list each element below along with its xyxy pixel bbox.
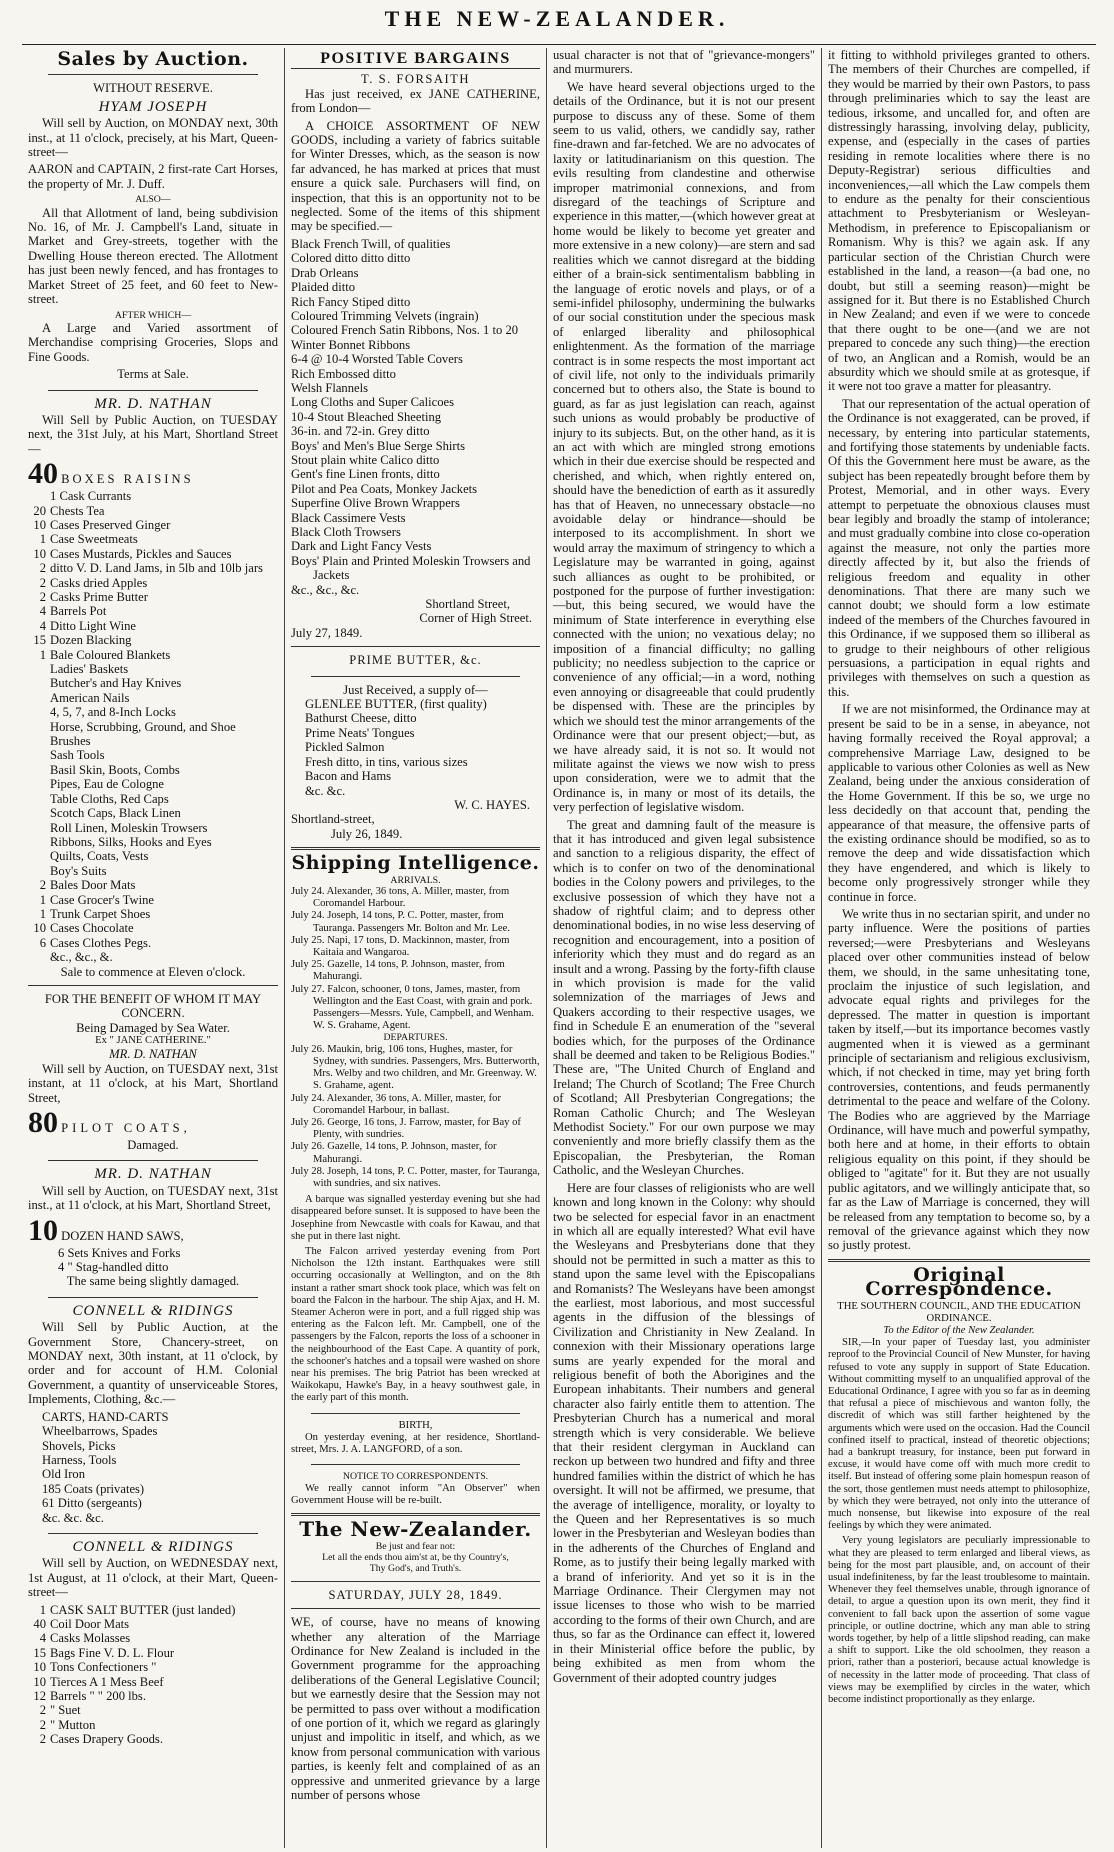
ad-address: Shortland Street,	[425, 597, 510, 612]
lot-row	[28, 1732, 278, 1746]
lot-row	[28, 1660, 278, 1674]
lot-quantity: 1	[39, 892, 46, 907]
lot-row: 61 Ditto (sergeants)	[42, 1496, 142, 1511]
ad-intro: Will Sell by Public Auction, at the Government Store, Chancery-street, on MONDAY next, 30th instant, at 11 o'clock, by order and for account of H.M. Colonial Government, a quantity of unserviceable Stores, Implements, Clothing, &c.—	[28, 1320, 278, 1407]
goods-item: Bathurst Cheese, ditto	[305, 711, 417, 726]
notice-text: We really cannot inform "An Observer" when Government House will be re-built.	[291, 1482, 540, 1506]
lot-list	[28, 1410, 278, 1525]
lot-quantity	[28, 489, 46, 503]
auction-ad-connell-2	[28, 1540, 278, 1747]
lot-item: Coil Door Mats	[50, 1616, 130, 1631]
lot-row: Shovels, Picks	[42, 1438, 116, 1453]
arrival-entry: July 25. Napi, 17 tons, D. Mackinnon, master, from Kaitaia and Wangaroa.	[291, 934, 510, 958]
divider	[291, 1513, 540, 1516]
goods-item: 6-4 @ 10-4 Worsted Table Covers	[291, 352, 463, 367]
lot-quantity: 4	[39, 604, 46, 619]
lot-item: Ladies' Baskets	[50, 662, 129, 677]
auction-ad-nathan-2	[28, 992, 278, 1152]
divider	[291, 847, 540, 850]
motto-line: Let all the ends thou aim'st at, be thy Country's,	[322, 1551, 509, 1563]
lot-row	[28, 835, 278, 849]
lot-row	[28, 648, 278, 662]
lot-quantity: 2	[39, 561, 46, 576]
lot-item: Bags Fine V. D. L. Flour	[50, 1645, 175, 1660]
ad-lot-land: All that Allotment of land, being subdivision No. 16, of Mr. J. Campbell's Land, situate in Market and Grey-streets, together with the Dwelling House thereon erected. The Allotment has just been newly fenced, and has frontages to Market Street of 25 feet, and 60 feet to New-street.	[28, 205, 278, 307]
ad-signature: W. C. HAYES.	[454, 797, 530, 812]
lot-row	[28, 561, 278, 575]
editorial-paragraph: it fitting to withhold privileges granted to others. The members of their Churches are compelled, if they would be married by their own Pastors, to pass through preliminaries which to say the least are tedious, irksome, and uncalled for, and often are distressingly harassing, involving delay, publicity, expense, and (especially in the cases of parties residing in remote localities where there is no Deputy-Registrar) serious difficulties and inconveniences,—all which the Law compels them to endure as the penalty for their conscientious attachment to Presbyterianism or Wesleyan-Methodism, in preference to Episcopalianism or Romanism. Why is this? we again ask. If any particular section of the Christian Church were established in the land, a reason—(a bad one, no doubt, but still a seeming reason)—might be assigned for it. But there is no Established Church in New Zealand; and even if we were to concede that there ought to be one—(and we are not prepared to concede any such thing)—the erection of two, an Anglican and a Romish, would be an absurdity which we should smile at as grotesque, if it were not too grave a matter for pleasantry.	[828, 48, 1090, 394]
arrival-entry: July 27. Falcon, schooner, 0 tons, James, master, from Wellington and the East Coast, with grain and pork. Passengers—Messrs. Yule, Campbell, and Wenham. W. S. Grahame, Agent.	[291, 983, 534, 1032]
ad-intro: Will sell by Auction, on WEDNESDAY next, 1st August, at 11 o'clock, at their Mart, Queen-street—	[28, 1556, 278, 1600]
lot-row	[28, 590, 278, 604]
ad-intro: Will sell by Auction, on TUESDAY next, 31st inst., at 11 o'clock, at his Mart, Shortland Street,	[28, 1183, 278, 1213]
lot-row	[28, 489, 278, 503]
column-2	[284, 48, 546, 1848]
lot-list	[28, 1603, 278, 1747]
lot-row	[28, 1646, 278, 1660]
divider	[48, 1297, 258, 1298]
lot-quantity: 4	[39, 618, 46, 633]
departures-list	[291, 1044, 540, 1190]
goods-item: Black Cassimere Vests	[291, 510, 406, 525]
ad-body: A CHOICE ASSORTMENT OF NEW GOODS, including a variety of fabrics suitable for Winter Dresses, which, as the season is now far advanced, he has marked at prices that must ensure a quick sale. Purchasers will find, on inspection, that this is an opportunity not to be neglected. Some of the items of this shipment may be specified.—	[291, 118, 540, 234]
letter-heading: THE SOUTHERN COUNCIL, AND THE EDUCATION ORDINANCE.	[837, 1300, 1081, 1324]
lot-quantity: 2	[39, 878, 46, 893]
arrivals-heading: ARRIVALS.	[390, 874, 441, 886]
lot-item: CASK SALT BUTTER (just landed)	[50, 1602, 236, 1617]
lot-row: Wheelbarrows, Spades	[42, 1424, 158, 1439]
lot-quantity	[28, 849, 46, 863]
ad-intro: Will sell by Auction, on TUESDAY next, 31st instant, at 11 o'clock, at his Mart, Shortland Street,	[28, 1061, 278, 1105]
divider	[48, 1533, 258, 1534]
lot-quantity: 10	[33, 517, 46, 532]
lot-quantity: 1	[39, 532, 46, 547]
lot-item: Trunk Carpet Shoes	[50, 906, 151, 921]
editorial-title: The New-Zealander.	[299, 1517, 532, 1542]
lot-item: ditto V. D. Land Jams, in 5lb and 10lb jars	[50, 561, 263, 576]
divider	[291, 1608, 540, 1609]
lot-row	[28, 662, 278, 676]
lot-quantity: 12	[33, 1689, 46, 1704]
lot-item: Tons Confectioners "	[50, 1660, 157, 1675]
lot-quantity: 15	[33, 633, 46, 648]
letter-paragraph: SIR,—In your paper of Tuesday last, you administer reproof to the Provincial Council of New Munster, for having refused to vote any supply in support of State Education. Without committing myself to an unqualified approval of the Educational Ordinance, I agree with you so far as in deeming that refusal a piece of mischievous and wanton folly, the discredit of which was still farther heightened by the arguments which were used on the occasion. Had the Council confined itself to practical, instead of theoretic objections; had a bankrupt treasury, for instance, been put forward in excuse, it would have come off with much more credit to itself. But instead of offering some plain homespun reason of the sort, those gentlemen must needs attempt to philosophize, by which they were betrayed, not only into the utterance of much nonsense, but likewise into exposure of the real feelings by which they were animated.	[828, 1337, 1090, 1532]
lot-quantity: 2	[39, 1732, 46, 1747]
auctioneer-name: MR. D. NATHAN	[94, 1166, 212, 1183]
birth-heading: BIRTH,	[398, 1419, 433, 1431]
lot-list	[28, 489, 278, 964]
goods-item: Stout plain white Calico ditto	[291, 452, 440, 467]
letter-salutation-line: To the Editor of the New Zealander.	[883, 1324, 1035, 1336]
shipping-title: Shipping Intelligence.	[291, 852, 540, 875]
merchant-name: T. S. FORSAITH	[361, 72, 470, 87]
lot-item: Scotch Caps, Black Linen	[50, 806, 181, 821]
ad-address: Shortland-street,	[291, 812, 375, 827]
divider	[828, 1259, 1090, 1262]
lot-quantity: 2	[39, 575, 46, 590]
editorial-paragraph: If we are not misinformed, the Ordinance may at present be said to be in a sense, in abeyance, not having formally received the Royal approval; a comprehensive Marriage Law, designed to be applicable to various other Colonies as well as New Zealand, being under the anxious consideration of the Home Government. If this be so, we urge no less decidedly on that account that, pending the appearance of that measure, the offensive parts of the existing ordinance should be modified, so as to remove the deep and wide dissatisfaction which they have engendered, and which is likely to become only progressively stronger while they continue in force.	[828, 702, 1090, 904]
lot-row: &c. &c. &c.	[42, 1510, 104, 1525]
ad-intro: Will Sell by Public Auction, on TUESDAY next, the 31st July, at his Mart, Shortland Street—	[28, 412, 278, 456]
lot-row	[28, 547, 278, 561]
lot-item: Quilts, Coats, Vests	[50, 849, 149, 864]
lot-row	[28, 1703, 278, 1717]
goods-item: Colored ditto ditto ditto	[291, 251, 411, 266]
lot-row	[28, 921, 278, 935]
lot-item: Ditto Light Wine	[50, 618, 137, 633]
lot-item: Ribbons, Silks, Hooks and Eyes	[50, 834, 212, 849]
ad-lot-horses: AARON and CAPTAIN, 2 first-rate Cart Horses, the property of Mr. J. Duff.	[28, 162, 278, 191]
lot-row	[28, 821, 278, 835]
ad-intro: Will sell by Auction, on MONDAY next, 30th inst., at 11 o'clock, precisely, at his Mart, Queen-street—	[28, 116, 278, 160]
goods-item: Rich Fancy Stiped ditto	[291, 294, 411, 309]
divider	[48, 390, 258, 391]
editorial-continued	[553, 48, 815, 1685]
lot-item: Dozen Blacking	[50, 633, 132, 648]
lot-row	[28, 633, 278, 647]
divider	[311, 676, 520, 677]
goods-item: Pilot and Pea Coats, Monkey Jackets	[291, 481, 478, 496]
lot-quantity	[28, 835, 46, 849]
lot-quantity	[28, 777, 46, 791]
lot-row: Old Iron	[42, 1467, 86, 1482]
editorial-date: SATURDAY, JULY 28, 1849.	[328, 1587, 503, 1602]
arrival-entry: July 24. Joseph, 14 tons, P. C. Potter, master, from Tauranga. Passengers Mr. Bolton and Mr. Lee.	[291, 910, 510, 934]
lot-row	[28, 792, 278, 806]
lot-row	[28, 936, 278, 950]
lot-item: Barrels Pot	[50, 604, 107, 619]
lot-quantity	[28, 792, 46, 806]
ad-after-which: AFTER WHICH—	[114, 309, 192, 321]
lot-row: 185 Coats (privates)	[42, 1481, 145, 1496]
goods-item: Coloured Trimming Velvets (ingrain)	[291, 308, 479, 323]
ad-lead-lot	[28, 459, 278, 489]
lot-quantity: 2	[39, 1717, 46, 1732]
ad-lead-lot	[28, 1108, 278, 1138]
lot-row	[28, 763, 278, 777]
shipping-note: A barque was signalled yesterday evening but she had disappeared before sunset. It is supposed to have been the Josephine from Newcastle with coals for Kawau, and that she put in there last night.	[291, 1194, 540, 1242]
lot-item: Boy's Suits	[50, 863, 107, 878]
lot-item: Casks Prime Butter	[50, 590, 148, 604]
lot-item: Cases Drapery Goods.	[50, 1732, 163, 1747]
lot-item: " Suet	[50, 1703, 81, 1718]
goods-item: 10-4 Stout Bleached Sheeting	[291, 409, 442, 424]
goods-item: Plaided ditto	[291, 280, 356, 295]
ad-address: Corner of High Street.	[419, 611, 532, 626]
lot-row	[28, 777, 278, 791]
lot-item: Casks Molasses	[50, 1631, 131, 1646]
editorial-paragraph: That our representation of the actual operation of the Ordinance is not exaggerated, can be proved, if necessary, by entering into particular statements, and fortifying those statements by undeniable facts. Of this the Government here must be aware, as the subject has been repeatedly brought before them by Protest, Memorial, and in other ways. Every attempt to perpetuate the obnoxious clauses must bear legibly and broadly the stamp of intolerance; and must gradually combine into close co-operation against the measure, not only the parties more directly affected by it, but also the friends of religious freedom and equality in other denominations. That there are many such we cannot doubt; we should form a low estimate indeed of the members of the Churches favoured in this Ordinance, if we supposed them so illiberal as to grudge to their neighbours of other religious persuasions, a participation in equal rights and privileges with themselves on such a question as this.	[828, 396, 1090, 699]
lot-row: CARTS, HAND-CARTS	[42, 1409, 169, 1424]
lot-item: Tierces A 1 Mess Beef	[50, 1674, 164, 1689]
lot-row	[28, 1631, 278, 1645]
lot-row	[28, 864, 278, 878]
lot-quantity	[28, 950, 46, 964]
lot-item: Sash Tools	[50, 748, 105, 763]
ad-also: ALSO—	[135, 194, 171, 206]
lot-item: " Mutton	[50, 1717, 96, 1732]
goods-item: Superfine Olive Brown Wrappers	[291, 496, 460, 511]
goods-item: Boys' and Men's Blue Serge Shirts	[291, 438, 465, 453]
column-3	[546, 48, 821, 1848]
lot-item: Table Cloths, Red Caps	[50, 791, 169, 806]
notice-heading: NOTICE TO CORRESPONDENTS.	[342, 1471, 489, 1483]
ad-lead: WITHOUT RESERVE.	[93, 81, 213, 96]
lot-item: Case Grocer's Twine	[50, 892, 154, 907]
lot-quantity: 10	[33, 546, 46, 561]
ad-close: Sale to commence at Eleven o'clock.	[60, 964, 246, 979]
lot-line: 6 Sets Knives and Forks	[58, 1245, 181, 1260]
lot-row	[28, 907, 278, 921]
goods-item: Dark and Light Fancy Vests	[291, 539, 432, 554]
goods-item: 36-in. and 72-in. Grey ditto	[291, 424, 430, 439]
editorial-paragraph: usual character is not that of "grievance-mongers" and murmurers.	[553, 48, 815, 77]
editorial-paragraph: The great and damning fault of the measure is that it has introduced and given legal subsistence and sanction to a religious disparity, the effect of which is to confer on two of the denominational bodies in the Colony powers and privileges, to the exclusive possession of which they have not a shadow of rightful claim; and to depress other denominational bodies, in no wise less deserving of recognition and encouragement, into a position of inferiority which they must and do regard as an insult and a wrong. Passing by the forty-fifth clause in which provision is made for the valid solemnization of the marriages of Jews and Quakers according to their respective usages, we find in Schedule E an enumeration of the "several bodies which, for the purposes of the Ordinance shall be deemed and taken to be Religious Bodies." These are, "The United Church of England and Ireland; The Church of Scotland; The Free Church of Scotland; All Presbyterian Congregations; the Roman Catholic Church; and The Wesleyan Methodist Society." For our own purpose we may conveniently and more briefly classify them as the Episcopalian, the Presbyterian, the Roman Catholic, and the Wesleyan Churches.	[553, 817, 815, 1178]
lot-row	[28, 532, 278, 546]
lot-quantity: 1	[39, 647, 46, 662]
lot-item: Pipes, Eau de Cologne	[50, 777, 165, 792]
divider	[311, 1464, 520, 1465]
top-rule	[22, 44, 1096, 45]
lot-quantity: 10	[33, 1674, 46, 1689]
lot-row	[28, 748, 278, 762]
lot-item: Bales Door Mats	[50, 878, 136, 893]
goods-item: GLENLEE BUTTER, (first quality)	[305, 697, 487, 712]
auctioneer-name: MR. D. NATHAN	[94, 395, 212, 412]
goods-item: Gent's fine Linen fronts, ditto	[291, 467, 440, 482]
goods-item: Fresh ditto, in tins, various sizes	[305, 754, 468, 769]
lot-item: 1 Cask Currants	[50, 489, 132, 504]
divider	[28, 985, 278, 986]
auction-ad-connell-1	[28, 1304, 278, 1525]
lot-row	[28, 1617, 278, 1631]
goods-list	[291, 237, 540, 597]
editorial-paragraph: WE, of course, have no means of knowing whether any alteration of the Marriage Ordinance for New Zealand is included in the Government programme for the approaching deliberations of the General Legislative Council; but we earnestly desire that the Session may not be permitted to pass over without a modification of one portion of it, which we regard as glaringly unjust and impolitic in itself, and which, as we know from personal communication with various parties, is keenly felt and complained of as an oppressive and unmerited grievance by a large number of persons whose	[291, 1615, 540, 1802]
auction-ad-nathan-3	[28, 1167, 278, 1288]
lead-quantity: 10	[28, 1213, 58, 1247]
lot-row	[28, 604, 278, 618]
shipping-note: The Falcon arrived yesterday evening from Port Nicholson the 12th instant. Earthquakes were still occurring occasionally at Wellington, and on the 8th instant a rather smart shock took place, which was felt on board the Falcon in the harbour. The ship Ajax, and H. M. Steamer Acheron were in port, and a full rigged ship was entering as the Falcon left. Mr. Campbell, one of the passengers by the Falcon, reports the loss of a schooner in the neighbourhood of the East Cape. A quantity of pork, the schooner's hatches and a topsail were washed on shore near his premises. The brig Patriot has been wrecked at Waikokapu, Hawke's Bay, in a heavy southwest gale, in the early part of this month.	[291, 1246, 540, 1404]
lot-quantity	[28, 691, 46, 705]
ad-close: The same being slightly damaged.	[66, 1274, 240, 1289]
lot-quantity	[28, 806, 46, 820]
goods-item: Boys' Plain and Printed Moleskin Trowsers and Jackets	[291, 553, 531, 583]
lot-quantity	[28, 705, 46, 719]
arrival-entry: July 25. Gazelle, 14 tons, P. Johnson, master, from Mahurangi.	[291, 959, 505, 983]
lot-quantity: 20	[33, 503, 46, 518]
lot-item: Barrels " " 200 lbs.	[50, 1689, 146, 1704]
auctioneer-name: CONNELL & RIDINGS	[72, 1302, 234, 1319]
goods-item: Welsh Flannels	[291, 380, 368, 395]
arrival-entry: July 24. Alexander, 36 tons, A. Miller, master, from Coromandel Harbour.	[291, 885, 510, 910]
goods-item: Prime Neats' Tongues	[305, 725, 415, 740]
ad-note: Damaged.	[127, 1138, 179, 1153]
goods-item: Rich Embossed ditto	[291, 366, 396, 381]
column-4	[821, 48, 1096, 1848]
letter-paragraph: Very young legislators are peculiarly impressionable to what they are pleased to term enlarged and liberal views, as being for the most part plausible, and, on account of their usual indefiniteness, by far the least troublesome to maintain. Whenever they feel themselves unable, through ignorance of detail, to argue a question upon its own merit, they find it convenient to fall back upon the assertion of some vague principle, or outline doctrine, which any man able to string words together, by help of a little slipshod reading, can make a shift to support. Like the old schoolmen, they reason a priori, rather than a posteriori, because actual knowledge is of necessity in the latter mode of proceeding. That class of views may be exemplified by circles in the water, which become indistinct proportionally as they enlarge.	[828, 1535, 1090, 1706]
editorial-paragraph: We write thus in no sectarian spirit, and under no party influence. Were the positions of parties reversed;—were Presbyterians and Wesleyans placed over other communities instead of below them, we should, in the same unhesitating tone, proclaim the injustice of such legislation, and advocate equal rights and privileges for the depressed. The matter in question is important taken by itself,—but its importance becomes vastly augmented when it is viewed as a germinant principle of sectarianism and religious exclusivism, which, if not checked in time, may yet bring forth controversies, contentions, and feuds permanently detrimental to the peace and welfare of the Colony. The Bodies who are aggrieved by the Marriage Ordinance, will have much and powerful sympathy, both here and at home, in their efforts to obtain religious equality on this point, if they should be obliged to "agitate" for it. But they are not usually public agitators, and we willingly anticipate that, so far as the Law of Marriage is concerned, they will be released from any temptation to become so, by a removal of the grievance against which they now so justly protest.	[828, 906, 1090, 1253]
lead-item: BOXES RAISINS	[61, 472, 194, 487]
departures-heading: DEPARTURES.	[383, 1032, 448, 1044]
auctioneer-name: MR. D. NATHAN	[109, 1047, 197, 1062]
auction-ad-nathan-1	[28, 397, 278, 979]
lot-row	[28, 1675, 278, 1689]
lot-quantity: 10	[33, 1660, 46, 1675]
goods-item: Bacon and Hams	[305, 769, 392, 784]
lot-item: American Nails	[50, 690, 130, 705]
ad-title: POSITIVE BARGAINS	[291, 52, 540, 69]
correspondence-title: Original Correspondence.	[865, 1263, 1053, 1301]
divider	[311, 1413, 520, 1414]
lot-row	[28, 1603, 278, 1617]
lot-quantity: 2	[39, 1703, 46, 1718]
lot-quantity: 6	[39, 935, 46, 950]
lot-row	[28, 950, 278, 964]
lot-item: Butcher's and Hay Knives	[50, 676, 182, 691]
lot-row	[28, 576, 278, 590]
ad-intro: Has just received, ex JANE CATHERINE, from London—	[291, 86, 540, 116]
lot-item: &c., &c., &.	[50, 950, 113, 965]
editorial-paragraph: Here are four classes of religionists who are well known and long known in the Colony: why should two be selected for especial favor in an enactment in which all are equally interested? What evil have the Wesleyans and Presbyterians done that they should not be permitted in such a matter as this to stand upon the same level with the Episcopalians and Romanists? The Wesleyans have been amongst the earliest, most laborious, and most successful agents in the diffusion of the blessings of Civilization and Christianity in New Zealand. In connexion with their Missionary operations large sums are yearly expended for the moral and religious benefit of both the Aborigines and the European inhabitants. Their numbers and general character also fairly entitle them to attention. The Presbyterian Church has a numerical and moral strength which is very considerable. We believe that their resident clergyman in Auckland can reckon up between two hundred and fifty and three hundred families within the district of which he has oversight. It will not be affirmed, we presume, that the average of intelligence, morality, or loyalty to the Queen and her Representatives is so much lower in the Presbyterian and Wesleyan bodies than in the adherents of the Churches of England and Rome, as to justify their being legally marked with a brand of inferiority. And yet so it is in the Marriage Ordinance. Their Clergymen may not issue licenses to those who wish to be married according to the forms of their own Church, and are thus, so far as the Ordinance can effect it, lowered in their Ministerial office before the public, by being exhibited as men from whom the Government of their adopted country judges	[553, 1180, 815, 1685]
ad-title: FOR THE BENEFIT OF WHOM IT MAY CONCERN.	[44, 991, 262, 1021]
lead-item: DOZEN HAND SAWS,	[61, 1228, 184, 1243]
goods-item: Coloured French Satin Ribbons, Nos. 1 to 20	[291, 323, 519, 338]
departure-entry: July 28. Joseph, 14 tons, P. C. Potter, master, for Tauranga, with sundries, and six natives.	[291, 1165, 540, 1190]
arrivals-list	[291, 886, 540, 1032]
lot-item: Cases Chocolate	[50, 921, 134, 936]
ad-ship: Ex " JANE CATHERINE."	[95, 1035, 211, 1047]
motto-line: Thy God's, and Truth's.	[369, 1563, 462, 1575]
departure-entry: July 26. Gazelle, 14 tons, P. Johnson, master, for Mahurangi.	[291, 1141, 497, 1165]
lot-quantity: 1	[39, 1602, 46, 1617]
departure-entry: July 24. Alexander, 36 tons, A. Miller, master, for Coromandel Harbour, in ballast.	[291, 1092, 501, 1116]
lot-item: Casks dried Apples	[50, 575, 148, 590]
lot-item: Bale Coloured Blankets	[50, 647, 171, 662]
goods-item: &c. &c.	[305, 783, 346, 798]
auction-ad-hyam-joseph	[28, 81, 278, 381]
goods-item: Drab Orleans	[291, 265, 359, 280]
lot-item: Case Sweetmeats	[50, 532, 138, 547]
lead-item: PILOT COATS,	[61, 1121, 191, 1136]
divider	[291, 646, 540, 647]
lot-quantity	[28, 662, 46, 676]
lot-row	[28, 676, 278, 690]
lot-quantity: 4	[39, 1631, 46, 1646]
lot-quantity	[28, 821, 46, 835]
auctioneer-name: HYAM JOSEPH	[98, 98, 208, 115]
lot-row	[28, 504, 278, 518]
goods-item: Winter Bonnet Ribbons	[291, 337, 411, 352]
ad-date: July 26, 1849.	[331, 826, 403, 841]
lot-quantity: 10	[33, 921, 46, 936]
lot-quantity	[28, 748, 46, 762]
ad-title: PRIME BUTTER, &c.	[349, 653, 482, 668]
lot-row	[28, 518, 278, 532]
ad-subtitle: Being Damaged by Sea Water.	[76, 1020, 230, 1035]
goods-item: &c., &c., &c.	[291, 582, 360, 597]
editorial-paragraph: We have heard several objections urged to the details of the Ordinance, but it is not our present purpose to discuss any of these. Some of them seem to us valid, others, we candidly say, rather fine-drawn and far-fetched. We are no advocates of laxity or latitudinarianism on this question. The evils resulting from clandestine and otherwise improper matrimonial connexions, and from disregard of the teachings of Scripture and experience in this matter,—(which however great at home would be likely to become yet greater and more extensive in a new colony)—are stern and sad realities which we cannot disregard at the bidding either of a brain-sick sentimentalism babbling in the language of erotic novels and plays, or of a semi-infidel philosophy, undermining the bulwarks of our social constitution under the specious mask of enlarged liberality and philosophical enlightenment. As the formation of the marriage contract is in some respects the most important act of civil life, not only to the individuals primarily concerned but to others also, the State is bound to guard, as far as just legislation can reach, against such unions as would probably be productive of injury to its subjects. But, on the other hand, as it is an act with which are mingled strong emotions which in their due exercise should be respected and cherished, and which, when rightly entered on, should have the benediction of earth as it assuredly has that of Heaven, no unnecessary obstacle—no avoidable delay or hindrance—should be interposed to its accomplishment. In short we would array the maximum of stringency to which a Legislature may be warranted in going, against such alliances as ought to be prohibited, or postponed for the purpose of further investigation:—but, this being secured, we would have the minimum of State interference in everything else connected with the union; no vexatious delay; no imposition of a financial difficulty; no galling publicity; no needless subjection to the caprice or convenience of any official;—in a word, nothing even annoying or disagreeable that could prudently be dispensed with. These are the principles by which we should test the minor arrangements of the Ordinance were that our present object;—but, as we have already said, it is not so. It would not militate against the views we now wish to press upon consideration, were we to admit that the Ordinance is, in many or most of its details, the very perfection of legislative wisdom.	[553, 79, 815, 815]
lot-item: Cases Mustards, Pickles and Sauces	[50, 546, 232, 561]
lot-row	[28, 705, 278, 719]
ad-date: July 27, 1849.	[291, 625, 363, 640]
lot-row	[28, 619, 278, 633]
ad-intro: Just Received, a supply of—	[343, 682, 488, 697]
lot-row	[28, 1718, 278, 1732]
birth-notice: On yesterday evening, at her residence, Shortland-street, Mrs. J. A. LANGFORD, of a son.	[291, 1431, 540, 1456]
lead-quantity: 40	[28, 457, 58, 491]
lead-quantity: 80	[28, 1106, 58, 1140]
lot-row	[28, 1689, 278, 1703]
auction-section-title: Sales by Auction.	[57, 48, 249, 70]
lot-row	[28, 691, 278, 705]
lot-item: Basil Skin, Boots, Combs	[50, 762, 180, 777]
lot-quantity	[28, 864, 46, 878]
lot-item: Roll Linen, Moleskin Trowsers	[50, 820, 208, 835]
lot-quantity: 1	[39, 906, 46, 921]
lot-quantity	[28, 676, 46, 690]
lot-row	[28, 720, 278, 749]
lot-row	[28, 878, 278, 892]
motto-line: Be just and fear not:	[375, 1540, 456, 1552]
lot-row	[28, 893, 278, 907]
lot-item: 4, 5, 7, and 8-Inch Locks	[50, 705, 176, 720]
lot-row	[28, 849, 278, 863]
goods-item: Black Cloth Trowsers	[291, 525, 401, 539]
lot-row	[28, 806, 278, 820]
lot-item: Cases Preserved Ginger	[50, 517, 171, 532]
ad-lot-merchandise: A Large and Varied assortment of Merchandise comprising Groceries, Slops and Fine Goods.	[28, 320, 278, 364]
lot-quantity	[28, 763, 46, 777]
auctioneer-name: CONNELL & RIDINGS	[72, 1538, 234, 1555]
divider	[48, 74, 258, 75]
divider	[291, 1581, 540, 1582]
ad-lead-lot	[28, 1213, 278, 1247]
lot-item: Horse, Scrubbing, Ground, and Shoe Brushes	[50, 719, 236, 749]
lot-quantity	[28, 720, 46, 749]
lot-line: 4 " Stag-handled ditto	[58, 1260, 169, 1275]
departure-entry: July 26. George, 16 tons, J. Farrow, master, for Bay of Plenty, with sundries.	[291, 1117, 521, 1141]
goods-item: Long Cloths and Super Calicoes	[291, 395, 454, 410]
lot-row: Harness, Tools	[42, 1452, 117, 1467]
ad-terms: Terms at Sale.	[117, 367, 189, 382]
lot-item: Cases Clothes Pegs.	[50, 935, 152, 950]
editorial-continued	[828, 48, 1090, 1253]
lot-quantity: 15	[33, 1645, 46, 1660]
columns	[22, 48, 1096, 1848]
masthead: THE NEW-ZEALANDER.	[384, 6, 730, 31]
lot-item: Chests Tea	[50, 503, 105, 518]
column-1	[22, 48, 284, 1848]
lot-quantity: 40	[33, 1616, 46, 1631]
goods-item: Black French Twill, of qualities	[291, 236, 451, 251]
departure-entry: July 26. Maukin, brig, 106 tons, Hughes, master, for Sydney, with sundries. Passengers, Mrs. Butterworth, Mrs. Welby and two children, and Mr. Greenway. W. S. Grahame, agent.	[291, 1043, 540, 1092]
lot-quantity: 2	[39, 590, 46, 604]
goods-list	[291, 697, 540, 798]
divider	[48, 1160, 258, 1161]
goods-item: Pickled Salmon	[305, 740, 385, 755]
